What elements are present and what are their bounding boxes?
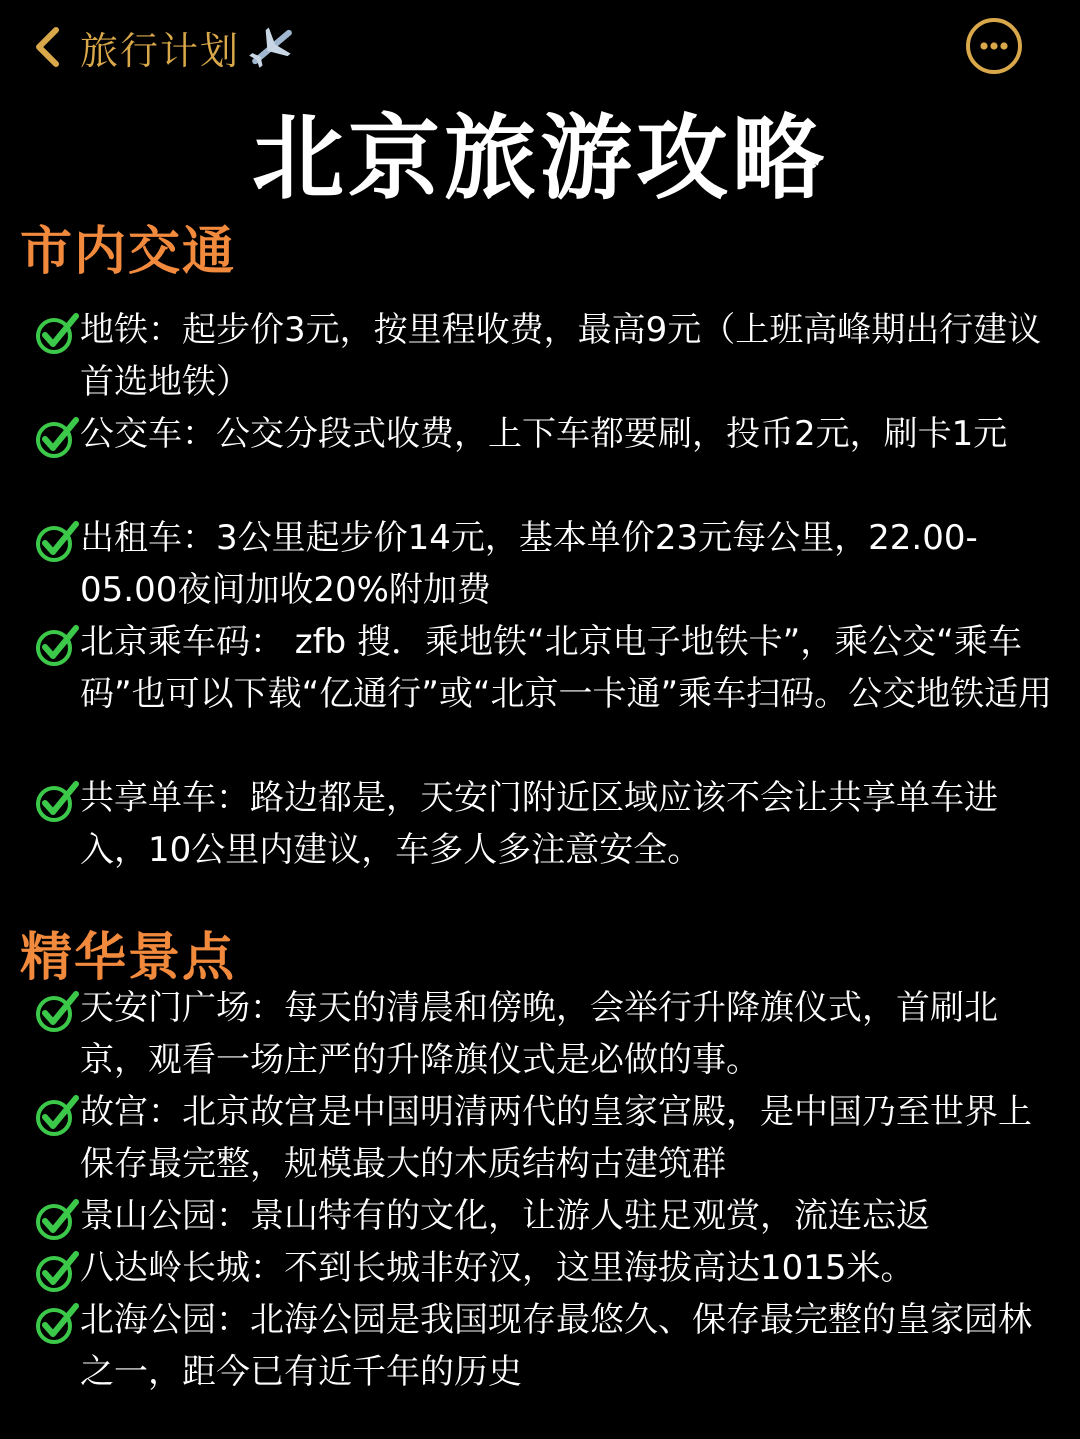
back-button[interactable] [28,20,300,74]
list-item-text: 景山公园：景山特有的文化，让游人驻足观赏，流连忘返 [80,1196,930,1236]
check-icon [34,518,82,564]
check-icon [34,1248,82,1294]
list-item [80,982,1055,1086]
check-icon [34,310,82,356]
check-icon [34,1196,82,1242]
list-item-text: 北海公园：北海公园是我国现存最悠久、保存最完整的皇家园林之一，距今已有近千年的历史 [80,1300,1032,1392]
nav-title: 旅行计划 [80,28,241,73]
list-item [80,304,1055,408]
list-item-text: 公交车：公交分段式收费，上下车都要刷，投币2元，刷卡1元 [80,414,1008,454]
list-item-text: 故宫：北京故宫是中国明清两代的皇家宫殿，是中国乃至世界上保存最完整，规模最大的木质结构古建筑群 [80,1092,1032,1184]
list-item [80,1242,1055,1294]
list-item-text: 八达岭长城：不到长城非好汉，这里海拔高达1015米。 [80,1248,915,1288]
list-item [80,1086,1055,1190]
check-icon [34,988,82,1034]
section-heading-attractions: 精华景点 [20,928,237,988]
check-icon [34,414,82,460]
check-icon [34,778,82,824]
check-icon [34,1092,82,1138]
more-options-button[interactable] [964,16,1024,76]
list-item-text: 北京乘车码： zfb 搜．乘地铁“北京电子地铁卡”，乘公交“乘车码”也可以下载“亿通行”或“北京一卡通”乘车扫码。公交地铁适用 [80,622,1053,714]
list-item [80,512,1055,616]
list-item-text: 地铁：起步价3元，按里程收费，最高9元（上班高峰期出行建议首选地铁） [80,310,1042,402]
list-item [80,408,1055,460]
more-horizontal-icon [980,42,987,49]
list-item-text: 出租车：3公里起步价14元，基本单价23元每公里，22.00-05.00夜间加收20%附加费 [80,518,978,610]
top-nav-bar [0,0,1080,92]
list-item [80,616,1055,720]
chevron-left-icon [28,22,68,72]
airplane-icon [244,22,300,72]
check-icon [34,622,82,668]
page-title: 北京旅游攻略 [251,105,828,212]
list-item [80,772,1055,876]
list-item-text: 共享单车：路边都是，天安门附近区域应该不会让共享单车进入，10公里内建议，车多人多注意安全。 [80,778,998,870]
list-item-text: 天安门广场：每天的清晨和傍晚，会举行升降旗仪式，首刷北京，观看一场庄严的升降旗仪式是必做的事。 [80,988,998,1080]
list-item [80,1190,1055,1242]
check-icon [34,1300,82,1346]
section-heading-transport: 市内交通 [20,222,237,282]
list-item [80,1294,1055,1398]
